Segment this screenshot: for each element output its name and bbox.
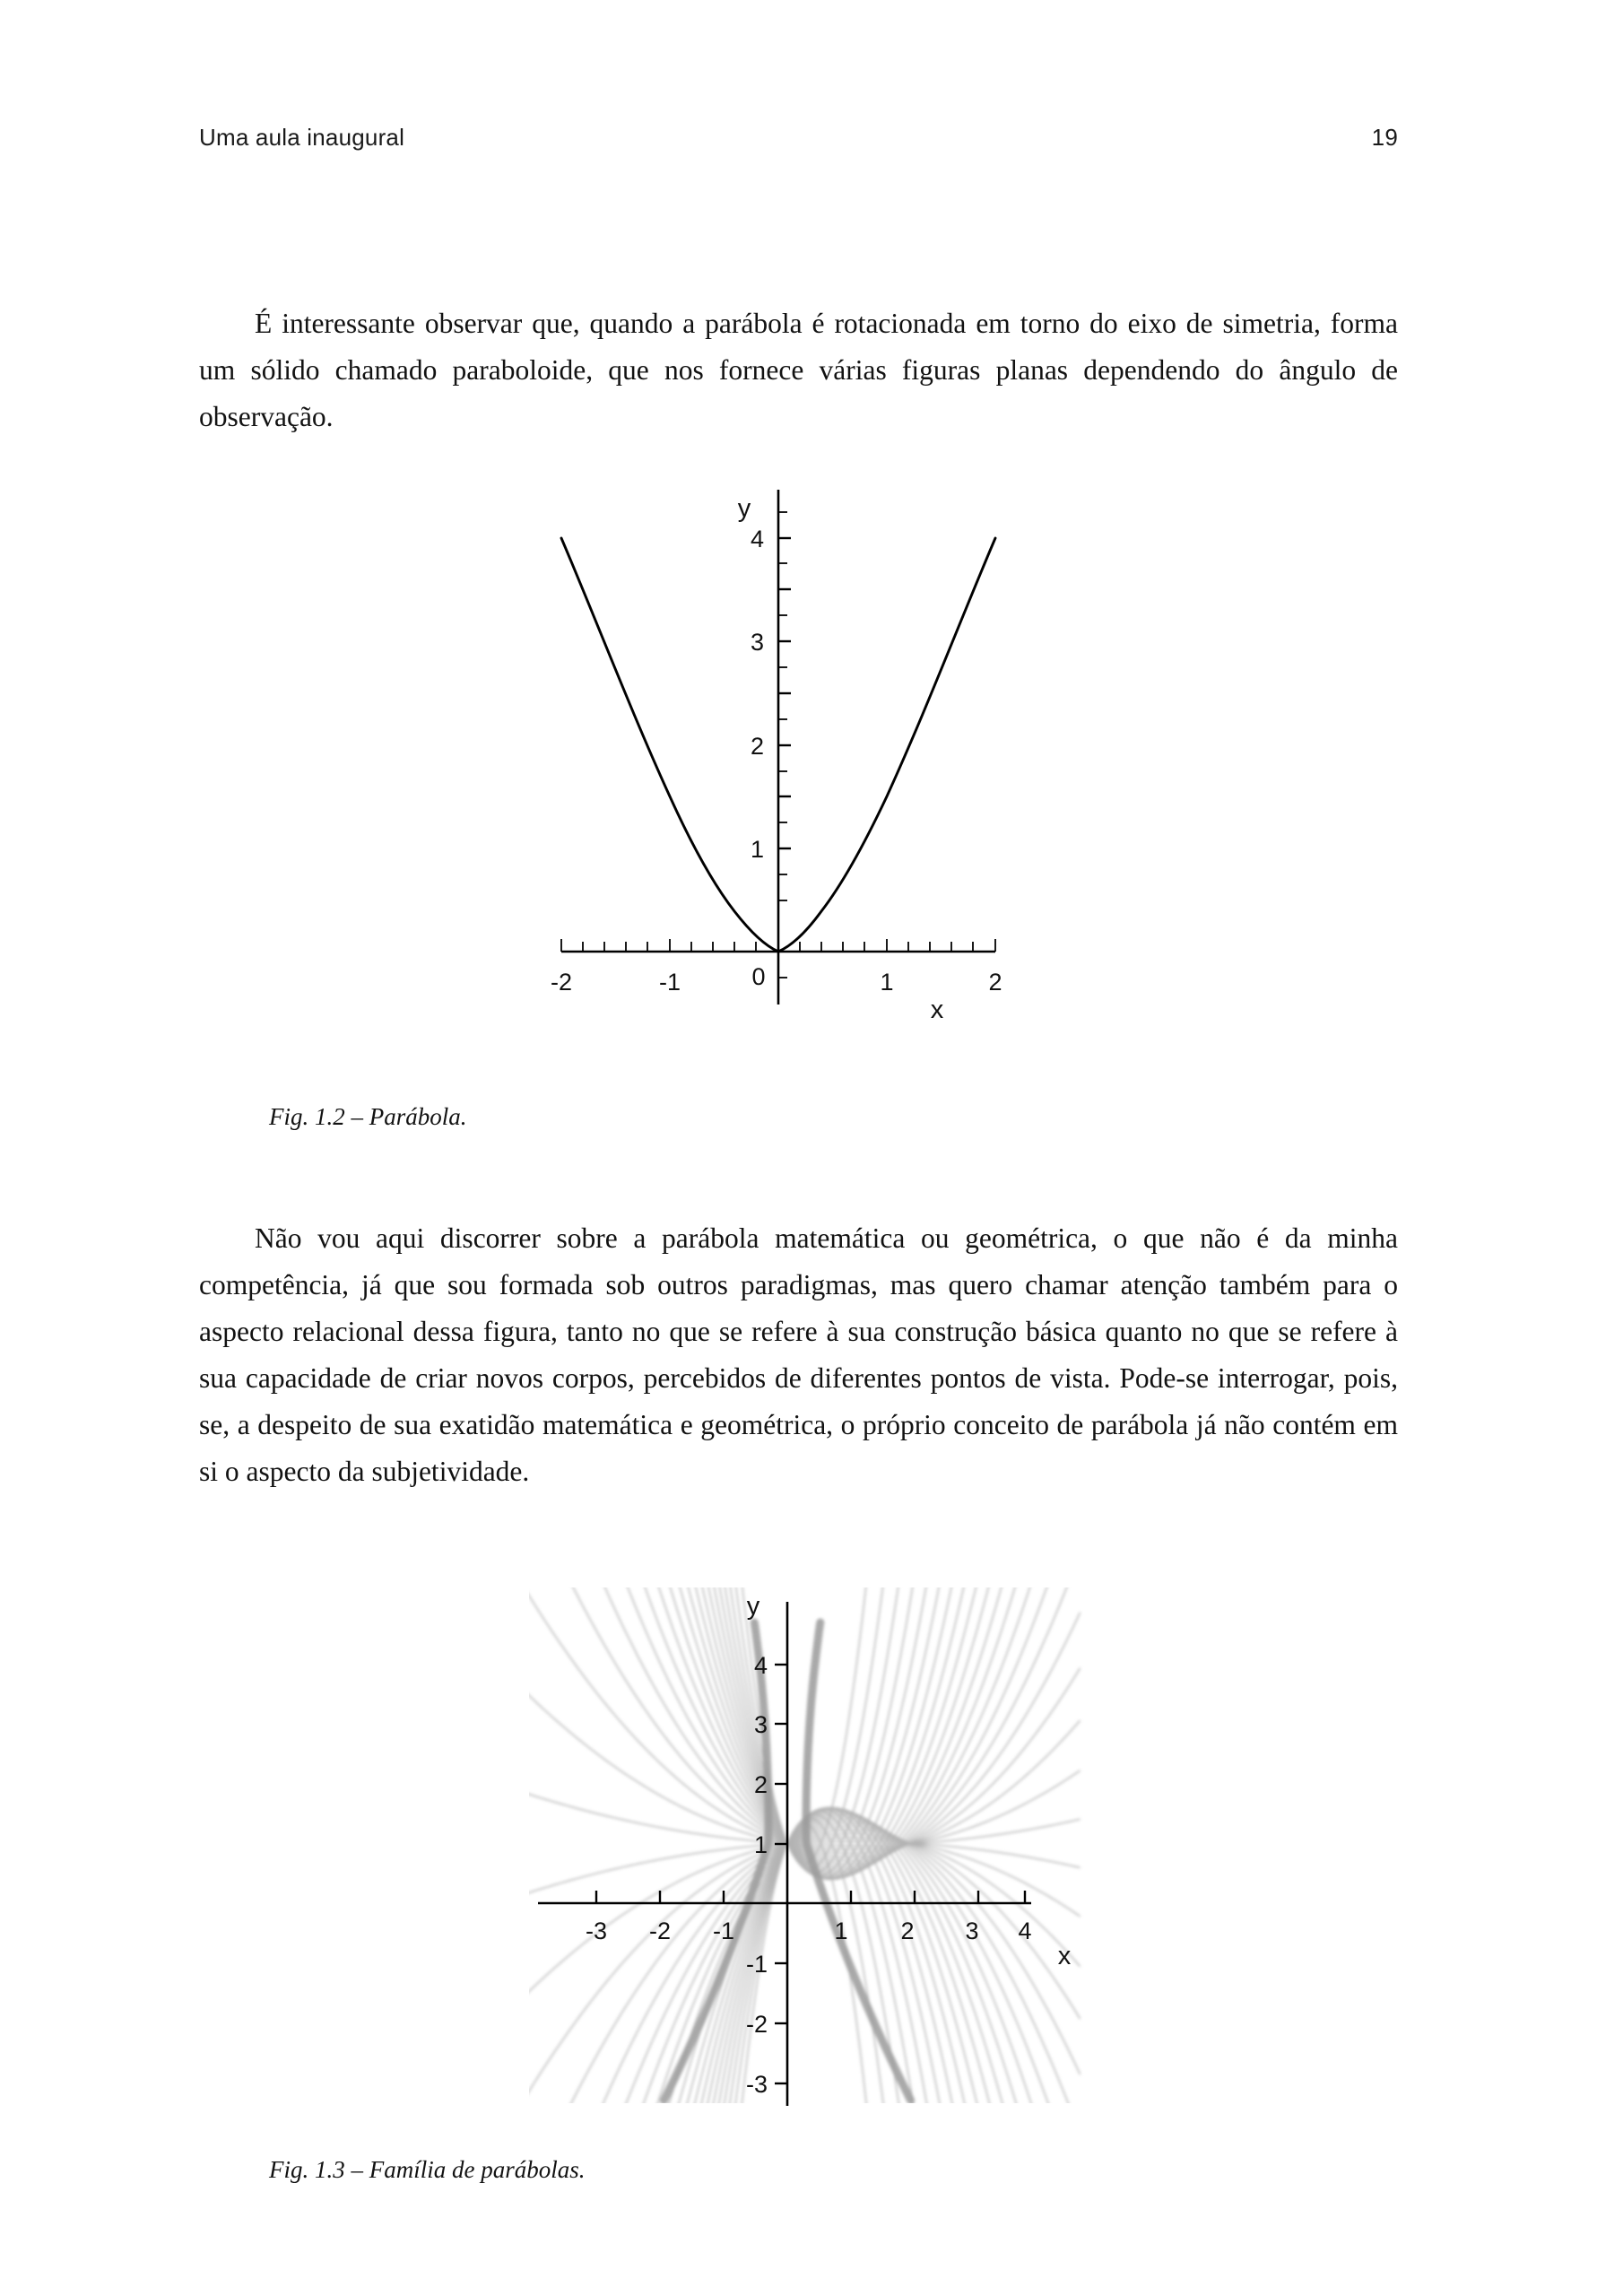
family-parabola-curve (529, 1830, 1081, 2144)
y-axis-label: y (737, 494, 751, 523)
paragraph-text: Não vou aqui discorrer sobre a parábola matemática ou geométrica, o que não é da minha competência, já que sou formada sob outros paradigmas, mas quero chamar atenção também para o aspecto relacional dessa figura, tanto no que se refere à sua construção básica quanto no que se refere à sua capacidade de criar novos corpos, percebidos de diferentes pontos de vista. Pode-se interrogar, pois, se, a despeito de sua exatidão matemática e geométrica, o próprio conceito de parábola já não contém em si o aspecto da subjetividade. (199, 1222, 1398, 1487)
y-tick-label: 1 (750, 836, 764, 863)
paragraph-block-1 (199, 300, 1398, 440)
x-tick-label: 2 (988, 969, 1002, 996)
page-number: 19 (1371, 124, 1398, 151)
y-tick-label: 1 (753, 1831, 768, 1858)
x-tick-label: 0 (751, 963, 766, 990)
x-tick-label: -1 (712, 1918, 735, 1944)
running-header (199, 124, 1398, 152)
y-axis-label: y (746, 1592, 760, 1621)
y-tick-label: -1 (745, 1951, 768, 1978)
y-tick-label: 3 (750, 629, 764, 656)
family-parabola-curve (639, 1587, 1053, 1870)
x-tick-label: 2 (900, 1918, 915, 1944)
x-tick-label: -2 (550, 969, 573, 996)
family-parabola-curve (529, 1834, 1081, 2107)
y-axis-ticks (778, 512, 791, 978)
x-tick-label: 3 (965, 1918, 979, 1944)
family-parabola-curve (695, 1587, 965, 1880)
header-title: Uma aula inaugural (199, 124, 405, 151)
x-tick-label: -3 (585, 1918, 608, 1944)
paragraph-text: É interessante observar que, quando a parábola é rotacionada em torno do eixo de simetria, forma um sólido chamado paraboloide, que nos fornece várias figuras planas dependendo do ângulo de observação. (199, 308, 1398, 432)
x-tick-label: 1 (880, 969, 894, 996)
figure-family-svg (529, 1587, 1112, 2144)
x-axis-label: x (1057, 1942, 1072, 1970)
x-tick-label: 4 (1018, 1918, 1032, 1944)
figure-caption-1-2: Fig. 1.2 – Parábola. (269, 1103, 467, 1130)
figure-caption-1-3: Fig. 1.3 – Família de parábolas. (269, 2156, 586, 2183)
parabola-family-curves (529, 1587, 1081, 2144)
figure-parabola-svg (545, 474, 1011, 1030)
figure-family-of-parabolas (529, 1587, 1112, 2144)
paragraph-block-2 (199, 1215, 1398, 1495)
x-tick-label: -2 (648, 1918, 672, 1944)
y-tick-label: 2 (753, 1771, 768, 1798)
y-tick-label: -2 (745, 2011, 768, 2038)
family-parabola-curve (576, 1587, 1080, 1861)
y-tick-label: 2 (750, 733, 764, 760)
y-tick-label: 4 (750, 526, 764, 552)
figure-parabola (545, 474, 1011, 1030)
y-tick-label: 3 (753, 1711, 768, 1738)
x-tick-label: -1 (658, 969, 681, 996)
x-axis-label: x (930, 996, 944, 1024)
y-tick-label: -3 (745, 2071, 768, 2098)
x-tick-label: 1 (834, 1918, 848, 1944)
y-tick-label: 4 (753, 1652, 768, 1679)
